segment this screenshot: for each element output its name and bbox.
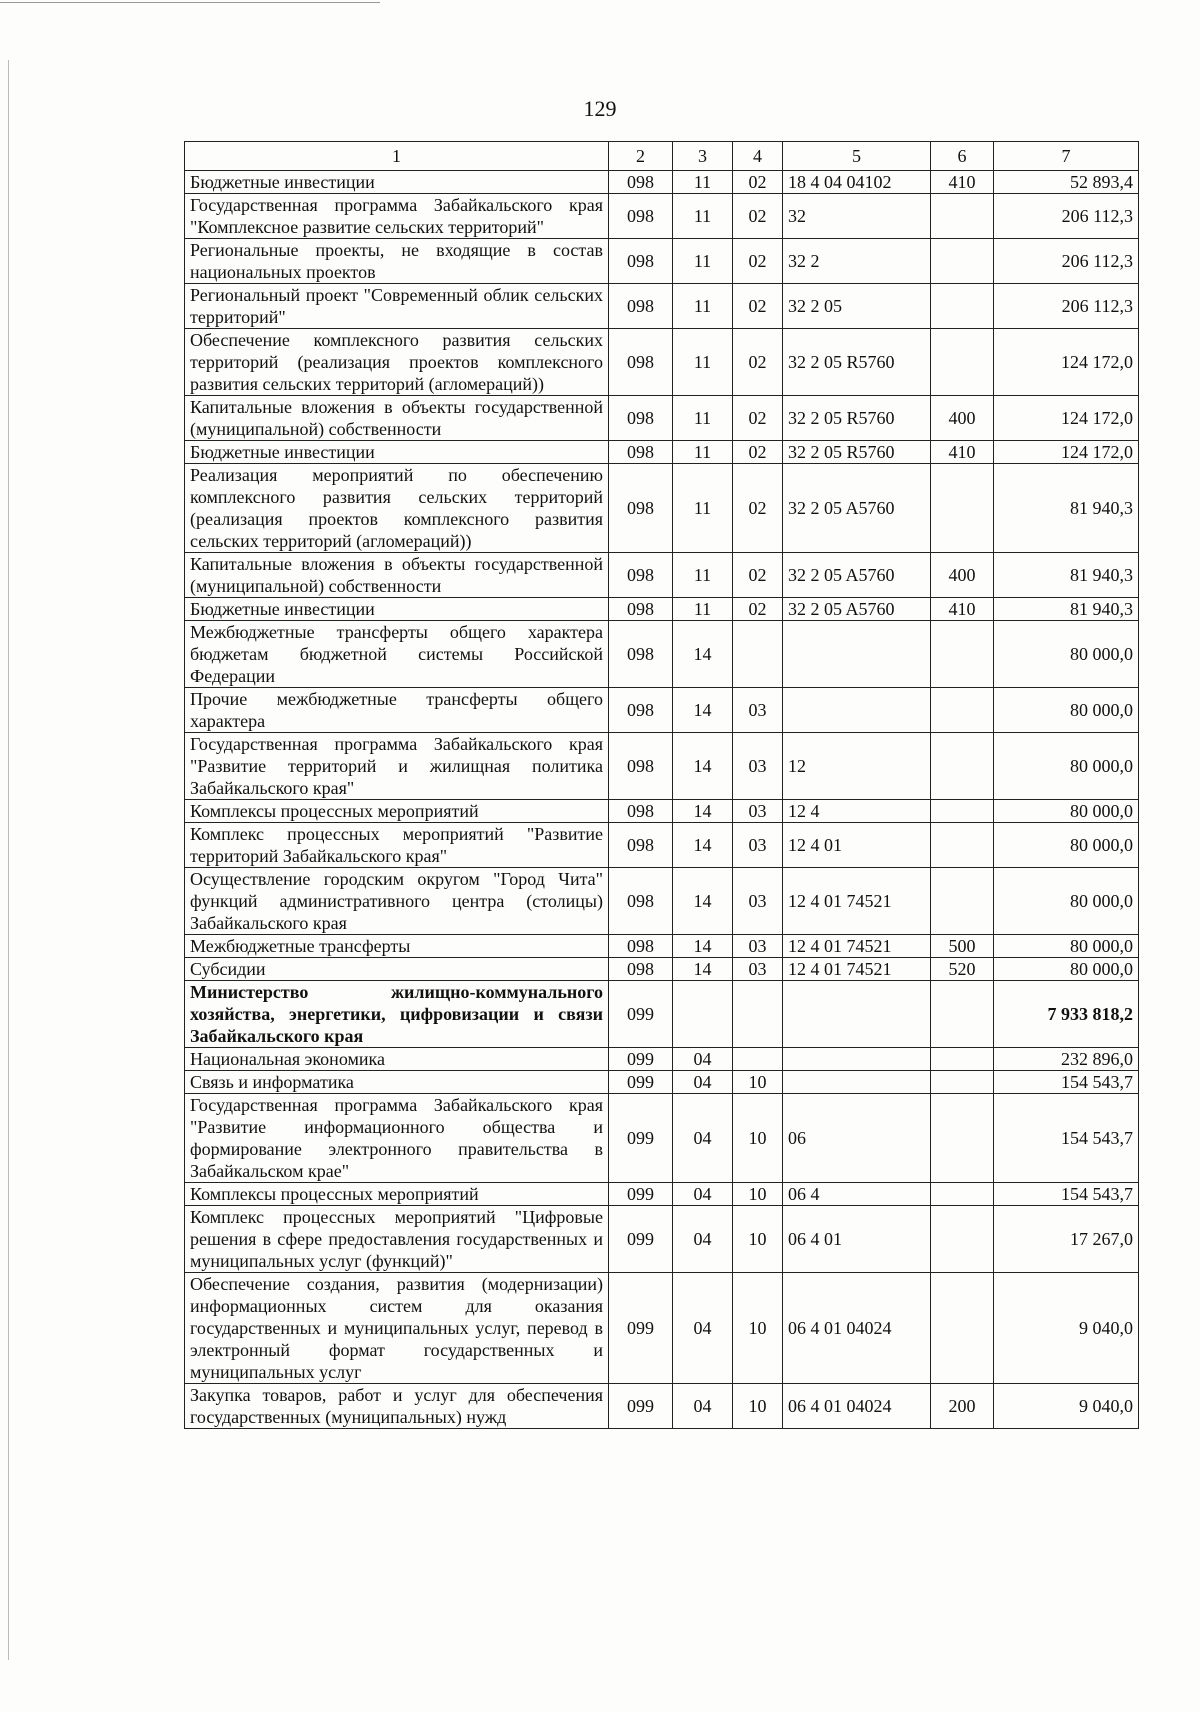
row-col7-cell: 232 896,0 (994, 1048, 1139, 1071)
row-col2-cell: 098 (609, 868, 673, 935)
row-col7-cell: 80 000,0 (994, 935, 1139, 958)
row-name-cell: Прочие межбюджетные трансферты общего характера (185, 688, 609, 733)
row-col5-cell: 06 (783, 1094, 931, 1183)
row-col6-cell: 500 (931, 935, 994, 958)
row-col4-cell: 03 (733, 868, 783, 935)
header-col-2: 2 (609, 142, 673, 171)
row-col2-cell: 099 (609, 1384, 673, 1429)
row-col7-cell: 206 112,3 (994, 284, 1139, 329)
row-col6-cell (931, 284, 994, 329)
row-col7-cell: 124 172,0 (994, 329, 1139, 396)
table-row (185, 823, 1139, 868)
row-col7-cell: 80 000,0 (994, 958, 1139, 981)
row-col7-cell: 124 172,0 (994, 396, 1139, 441)
row-col7-cell: 80 000,0 (994, 688, 1139, 733)
row-col4-cell: 03 (733, 800, 783, 823)
row-col7-cell: 52 893,4 (994, 171, 1139, 194)
table-row (185, 733, 1139, 800)
row-name-cell: Осуществление городским округом "Город Чита" функций административного центра (столицы) Забайкальского края (185, 868, 609, 935)
row-col5-cell: 12 4 01 74521 (783, 868, 931, 935)
table-row (185, 396, 1139, 441)
row-col5-cell (783, 688, 931, 733)
scan-margin-line (8, 60, 9, 1660)
scan-edge-line (0, 2, 380, 3)
row-col7-cell: 81 940,3 (994, 464, 1139, 553)
row-col3-cell (673, 981, 733, 1048)
row-name-cell: Комплексы процессных мероприятий (185, 1183, 609, 1206)
row-col5-cell: 12 4 01 74521 (783, 958, 931, 981)
row-col5-cell (783, 621, 931, 688)
row-col6-cell (931, 823, 994, 868)
row-col3-cell: 04 (673, 1273, 733, 1384)
row-col5-cell: 06 4 (783, 1183, 931, 1206)
table-row (185, 1384, 1139, 1429)
row-col2-cell: 098 (609, 935, 673, 958)
row-name-cell: Межбюджетные трансферты общего характера бюджетам бюджетной системы Российской Федерации (185, 621, 609, 688)
row-col2-cell: 098 (609, 194, 673, 239)
row-col2-cell: 098 (609, 239, 673, 284)
row-name-cell: Комплексы процессных мероприятий (185, 800, 609, 823)
header-col-4: 4 (733, 142, 783, 171)
row-col7-cell: 80 000,0 (994, 868, 1139, 935)
row-col4-cell: 02 (733, 598, 783, 621)
row-col5-cell: 32 2 05 R5760 (783, 441, 931, 464)
row-col5-cell (783, 1071, 931, 1094)
row-col4-cell: 02 (733, 329, 783, 396)
row-col4-cell: 03 (733, 958, 783, 981)
row-name-cell: Бюджетные инвестиции (185, 441, 609, 464)
row-col6-cell (931, 1206, 994, 1273)
table-body (185, 171, 1139, 1429)
row-col2-cell: 098 (609, 464, 673, 553)
row-col2-cell: 099 (609, 1183, 673, 1206)
row-col5-cell: 32 2 05 A5760 (783, 553, 931, 598)
row-name-cell: Государственная программа Забайкальского края "Развитие территорий и жилищная политика Забайкальского края" (185, 733, 609, 800)
row-col6-cell (931, 1071, 994, 1094)
row-col4-cell: 10 (733, 1183, 783, 1206)
row-col4-cell: 02 (733, 284, 783, 329)
row-col7-cell: 154 543,7 (994, 1183, 1139, 1206)
row-col3-cell: 11 (673, 284, 733, 329)
row-col5-cell: 32 2 05 R5760 (783, 396, 931, 441)
row-col4-cell (733, 621, 783, 688)
row-col6-cell (931, 239, 994, 284)
row-name-cell: Субсидии (185, 958, 609, 981)
row-col3-cell: 04 (673, 1384, 733, 1429)
row-col4-cell: 03 (733, 823, 783, 868)
row-col7-cell: 9 040,0 (994, 1384, 1139, 1429)
row-col6-cell (931, 1273, 994, 1384)
row-col5-cell: 12 4 01 74521 (783, 935, 931, 958)
row-col5-cell: 06 4 01 04024 (783, 1273, 931, 1384)
table-row (185, 464, 1139, 553)
row-col3-cell: 11 (673, 194, 733, 239)
header-col-1: 1 (185, 142, 609, 171)
row-col4-cell: 10 (733, 1273, 783, 1384)
table-header-row (185, 142, 1139, 171)
row-col3-cell: 11 (673, 553, 733, 598)
row-col7-cell: 80 000,0 (994, 621, 1139, 688)
row-col3-cell: 14 (673, 935, 733, 958)
row-col3-cell: 11 (673, 171, 733, 194)
table-row (185, 868, 1139, 935)
row-col3-cell: 14 (673, 621, 733, 688)
row-col5-cell: 32 2 05 A5760 (783, 464, 931, 553)
row-col3-cell: 04 (673, 1183, 733, 1206)
row-col2-cell: 099 (609, 981, 673, 1048)
row-col2-cell: 098 (609, 329, 673, 396)
row-col3-cell: 04 (673, 1094, 733, 1183)
header-col-3: 3 (673, 142, 733, 171)
row-col6-cell: 410 (931, 171, 994, 194)
row-col3-cell: 11 (673, 396, 733, 441)
header-col-6: 6 (931, 142, 994, 171)
table-row (185, 441, 1139, 464)
row-col6-cell (931, 868, 994, 935)
table-row (185, 329, 1139, 396)
row-col7-cell: 206 112,3 (994, 239, 1139, 284)
row-col2-cell: 098 (609, 441, 673, 464)
row-col7-cell: 81 940,3 (994, 553, 1139, 598)
row-name-cell: Реализация мероприятий по обеспечению комплексного развития сельских территорий (реализация проектов комплексного развития сельских территорий (агломераций)) (185, 464, 609, 553)
row-name-cell: Капитальные вложения в объекты государственной (муниципальной) собственности (185, 553, 609, 598)
row-col5-cell: 32 (783, 194, 931, 239)
row-col7-cell: 80 000,0 (994, 800, 1139, 823)
row-col5-cell: 12 (783, 733, 931, 800)
header-col-7: 7 (994, 142, 1139, 171)
row-col4-cell: 02 (733, 464, 783, 553)
row-col6-cell (931, 1048, 994, 1071)
row-col5-cell: 32 2 05 R5760 (783, 329, 931, 396)
row-col3-cell: 14 (673, 733, 733, 800)
row-col2-cell: 098 (609, 284, 673, 329)
row-col3-cell: 11 (673, 598, 733, 621)
row-name-cell: Обеспечение создания, развития (модернизации) информационных систем для оказания государственных и муниципальных услуг, перевод в электронный формат государственных и муниципальных услуг (185, 1273, 609, 1384)
row-col5-cell (783, 981, 931, 1048)
row-col3-cell: 11 (673, 464, 733, 553)
row-name-cell: Региональные проекты, не входящие в состав национальных проектов (185, 239, 609, 284)
table-row (185, 800, 1139, 823)
row-col6-cell (931, 733, 994, 800)
row-name-cell: Государственная программа Забайкальского края "Комплексное развитие сельских территорий" (185, 194, 609, 239)
row-col6-cell (931, 688, 994, 733)
row-col5-cell: 12 4 (783, 800, 931, 823)
row-col7-cell: 9 040,0 (994, 1273, 1139, 1384)
table-row (185, 688, 1139, 733)
table-row (185, 171, 1139, 194)
table-row (185, 284, 1139, 329)
row-col4-cell: 10 (733, 1071, 783, 1094)
table-row (185, 935, 1139, 958)
row-col4-cell: 03 (733, 688, 783, 733)
table-row (185, 1273, 1139, 1384)
row-name-cell: Бюджетные инвестиции (185, 171, 609, 194)
row-col2-cell: 098 (609, 171, 673, 194)
row-col4-cell: 02 (733, 171, 783, 194)
row-col4-cell: 02 (733, 239, 783, 284)
row-col2-cell: 098 (609, 621, 673, 688)
row-col6-cell: 400 (931, 553, 994, 598)
header-col-5: 5 (783, 142, 931, 171)
row-col6-cell (931, 1094, 994, 1183)
table-row (185, 958, 1139, 981)
row-col4-cell: 10 (733, 1384, 783, 1429)
row-name-cell: Связь и информатика (185, 1071, 609, 1094)
row-col4-cell: 03 (733, 733, 783, 800)
table-row (185, 621, 1139, 688)
row-col2-cell: 099 (609, 1273, 673, 1384)
row-col2-cell: 099 (609, 1048, 673, 1071)
row-col2-cell: 098 (609, 598, 673, 621)
row-col4-cell (733, 1048, 783, 1071)
row-col6-cell (931, 464, 994, 553)
row-col3-cell: 04 (673, 1206, 733, 1273)
row-col3-cell: 11 (673, 239, 733, 284)
table-row (185, 1206, 1139, 1273)
row-col3-cell: 04 (673, 1071, 733, 1094)
table-row (185, 1183, 1139, 1206)
row-col3-cell: 14 (673, 800, 733, 823)
row-col6-cell: 400 (931, 396, 994, 441)
row-col7-cell: 154 543,7 (994, 1094, 1139, 1183)
row-col4-cell: 03 (733, 935, 783, 958)
row-col7-cell: 206 112,3 (994, 194, 1139, 239)
table-row (185, 1094, 1139, 1183)
row-col2-cell: 098 (609, 958, 673, 981)
budget-table (184, 141, 1139, 1429)
table-row (185, 1048, 1139, 1071)
row-name-cell: Закупка товаров, работ и услуг для обеспечения государственных (муниципальных) нужд (185, 1384, 609, 1429)
row-col2-cell: 098 (609, 688, 673, 733)
row-col5-cell: 18 4 04 04102 (783, 171, 931, 194)
row-col3-cell: 11 (673, 329, 733, 396)
row-col3-cell: 04 (673, 1048, 733, 1071)
row-col4-cell: 10 (733, 1094, 783, 1183)
row-col6-cell (931, 981, 994, 1048)
row-col6-cell: 410 (931, 441, 994, 464)
row-col5-cell: 06 4 01 (783, 1206, 931, 1273)
row-col5-cell: 12 4 01 (783, 823, 931, 868)
table-row (185, 553, 1139, 598)
row-col7-cell: 80 000,0 (994, 823, 1139, 868)
row-col3-cell: 14 (673, 688, 733, 733)
row-col4-cell (733, 981, 783, 1048)
row-col2-cell: 099 (609, 1094, 673, 1183)
row-col2-cell: 098 (609, 396, 673, 441)
row-col4-cell: 02 (733, 194, 783, 239)
row-col2-cell: 098 (609, 823, 673, 868)
row-col7-cell: 17 267,0 (994, 1206, 1139, 1273)
row-col6-cell: 410 (931, 598, 994, 621)
table-row (185, 1071, 1139, 1094)
row-name-cell: Комплекс процессных мероприятий "Развитие территорий Забайкальского края" (185, 823, 609, 868)
row-col3-cell: 11 (673, 441, 733, 464)
row-name-cell: Национальная экономика (185, 1048, 609, 1071)
row-col7-cell: 154 543,7 (994, 1071, 1139, 1094)
table-row (185, 239, 1139, 284)
row-col2-cell: 098 (609, 800, 673, 823)
row-col3-cell: 14 (673, 823, 733, 868)
row-col7-cell: 124 172,0 (994, 441, 1139, 464)
row-col5-cell: 06 4 01 04024 (783, 1384, 931, 1429)
row-col2-cell: 098 (609, 553, 673, 598)
table-row (185, 598, 1139, 621)
table-row (185, 194, 1139, 239)
row-col5-cell: 32 2 05 A5760 (783, 598, 931, 621)
row-name-cell: Министерство жилищно-коммунального хозяйства, энергетики, цифровизации и связи Забайкальского края (185, 981, 609, 1048)
row-col6-cell (931, 194, 994, 239)
row-name-cell: Обеспечение комплексного развития сельских территорий (реализация проектов комплексного развития сельских территорий (агломераций)) (185, 329, 609, 396)
table-row (185, 981, 1139, 1048)
row-col5-cell: 32 2 05 (783, 284, 931, 329)
row-col3-cell: 14 (673, 868, 733, 935)
row-name-cell: Бюджетные инвестиции (185, 598, 609, 621)
row-col6-cell (931, 621, 994, 688)
row-col7-cell: 7 933 818,2 (994, 981, 1139, 1048)
row-col6-cell (931, 329, 994, 396)
row-name-cell: Государственная программа Забайкальского края "Развитие информационного общества и формирование электронного правительства в Забайкальском крае" (185, 1094, 609, 1183)
row-col4-cell: 02 (733, 553, 783, 598)
row-col4-cell: 02 (733, 396, 783, 441)
row-name-cell: Комплекс процессных мероприятий "Цифровые решения в сфере предоставления государственных и муниципальных услуг (функций)" (185, 1206, 609, 1273)
row-col5-cell (783, 1048, 931, 1071)
row-col6-cell: 200 (931, 1384, 994, 1429)
row-col4-cell: 10 (733, 1206, 783, 1273)
row-name-cell: Капитальные вложения в объекты государственной (муниципальной) собственности (185, 396, 609, 441)
row-col7-cell: 81 940,3 (994, 598, 1139, 621)
page-number: 129 (583, 96, 617, 121)
row-col5-cell: 32 2 (783, 239, 931, 284)
row-col2-cell: 099 (609, 1071, 673, 1094)
row-col6-cell (931, 1183, 994, 1206)
row-name-cell: Межбюджетные трансферты (185, 935, 609, 958)
row-col6-cell: 520 (931, 958, 994, 981)
row-col2-cell: 098 (609, 733, 673, 800)
row-col7-cell: 80 000,0 (994, 733, 1139, 800)
row-col4-cell: 02 (733, 441, 783, 464)
row-col3-cell: 14 (673, 958, 733, 981)
row-col6-cell (931, 800, 994, 823)
row-name-cell: Региональный проект "Современный облик сельских территорий" (185, 284, 609, 329)
row-col2-cell: 099 (609, 1206, 673, 1273)
